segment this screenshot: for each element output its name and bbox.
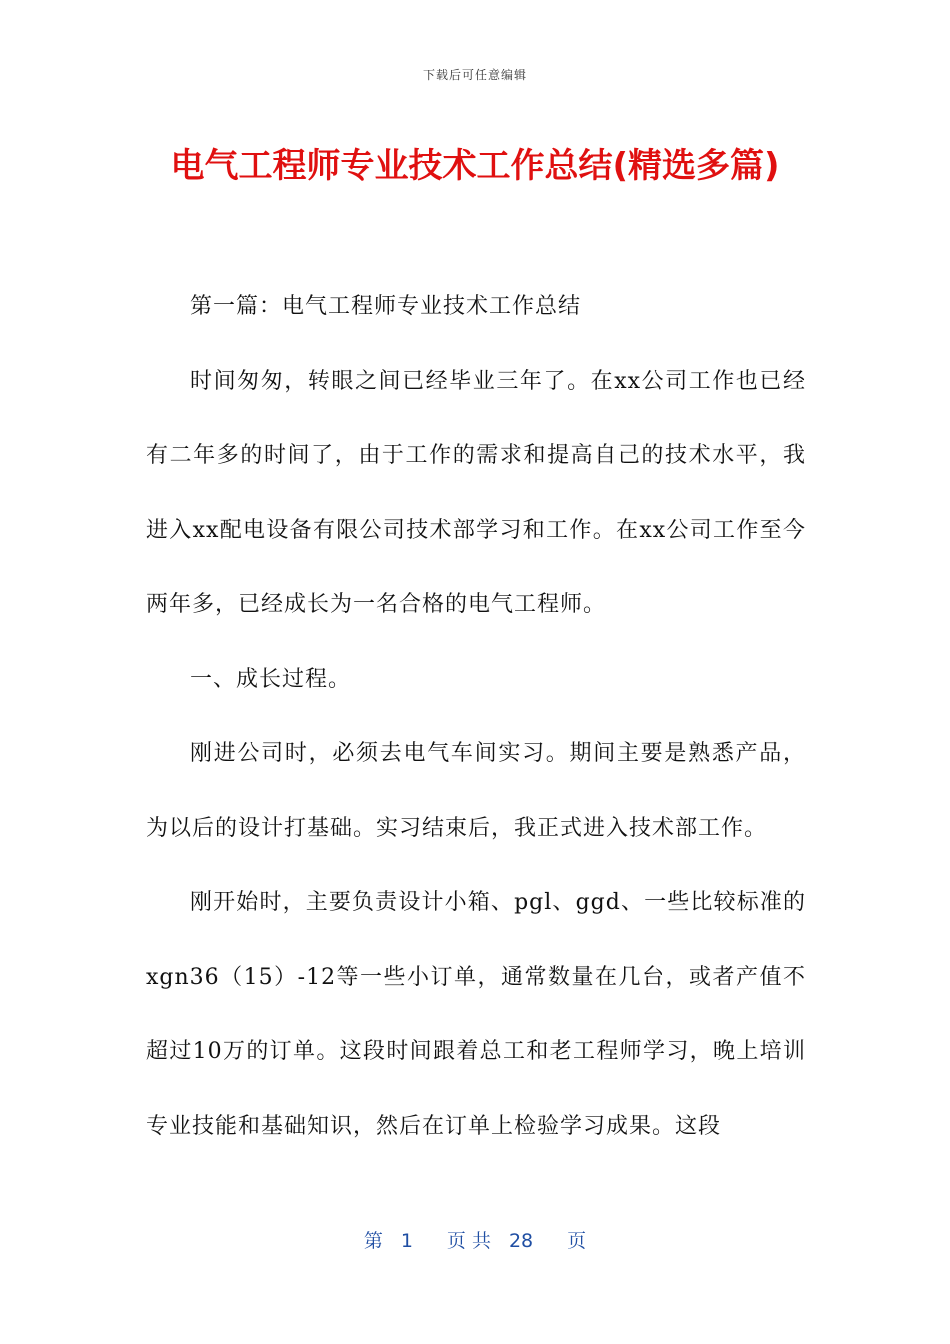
header-note: 下载后可任意编辑: [422, 68, 527, 82]
document-body: [146, 270, 806, 1164]
page-footer: [0, 1226, 950, 1253]
document-title: 电气工程师专业技术工作总结(精选多篇): [170, 146, 780, 186]
current-page-number: 1: [400, 1230, 413, 1252]
paragraph: 时间匆匆，转眼之间已经毕业三年了。在xx公司工作也已经有二年多的时间了，由于工作的需求和提高自己的技术水平，我进入xx配电设备有限公司技术部学习和工作。在xx公司工作至今两年多，已经成长为一名合格的电气工程师。: [146, 368, 806, 617]
paragraph: 刚进公司时，必须去电气车间实习。期间主要是熟悉产品，为以后的设计打基础。实习结束后，我正式进入技术部工作。: [146, 741, 806, 841]
total-pages-number: 28: [508, 1230, 534, 1252]
footer-prefix: 第: [363, 1230, 383, 1252]
footer-middle: 页 共: [446, 1230, 491, 1252]
footer-suffix: 页: [567, 1230, 587, 1252]
section-heading: 第一篇：电气工程师专业技术工作总结: [190, 294, 582, 319]
subsection-heading: 一、成长过程。: [190, 666, 352, 692]
paragraph: 刚开始时，主要负责设计小箱、pgl、ggd、一些比较标准的xgn36（15）-12等一些小订单，通常数量在几台，或者产值不超过10万的订单。这段时间跟着总工和老工程师学习，晚上培训专业技能和基础知识，然后在订单上检验学习成果。这段: [146, 890, 806, 1139]
